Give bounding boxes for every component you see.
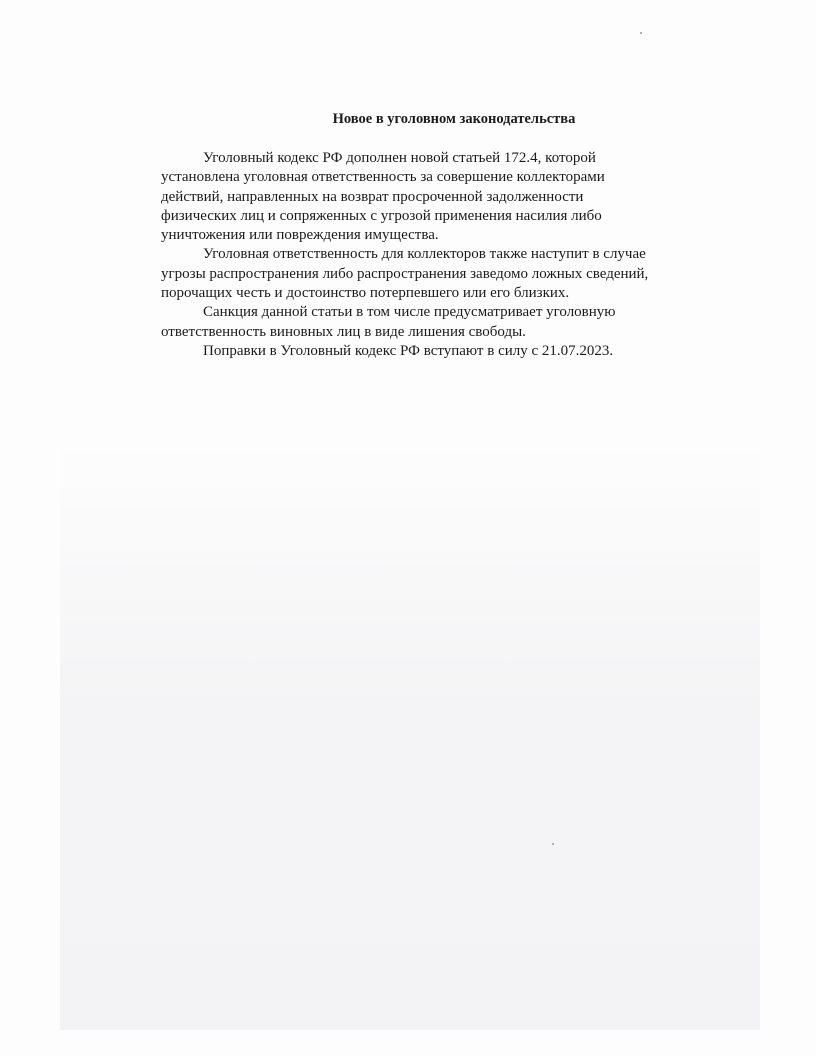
document-title: Новое в уголовном законодательства xyxy=(332,111,576,127)
text-line: Поправки в Уголовный кодекс РФ вступают в силу с 21.07.2023. xyxy=(203,342,614,359)
paragraph-2 xyxy=(161,245,721,303)
scan-shading xyxy=(60,440,760,1030)
paragraph-4 xyxy=(161,342,721,361)
scan-speck xyxy=(640,32,642,34)
text-line: установлена уголовная ответственность за совершение коллекторами xyxy=(161,169,605,186)
text-line: действий, направленных на возврат просроченной задолженности xyxy=(161,188,584,205)
text-line: ответственность виновных лиц в виде лишения свободы. xyxy=(161,323,526,340)
text-line: Уголовная ответственность для коллекторов также наступит в случае xyxy=(203,246,646,263)
text-line: физических лиц и сопряженных с угрозой применения насилия либо xyxy=(161,207,602,224)
paragraph-1 xyxy=(161,149,721,245)
document-body xyxy=(161,149,721,361)
text-line: угрозы распространения либо распространения заведомо ложных сведений, xyxy=(161,265,649,282)
scan-speck xyxy=(552,843,554,845)
text-line: Уголовный кодекс РФ дополнен новой статьей 172.4, которой xyxy=(203,150,596,166)
text-line: порочащих честь и достоинство потерпевшего или его близких. xyxy=(161,285,570,302)
paragraph-3 xyxy=(161,303,721,342)
text-line: Санкция данной статьи в том числе предусматривает уголовную xyxy=(203,304,616,321)
text-line: уничтожения или повреждения имущества. xyxy=(161,227,439,244)
